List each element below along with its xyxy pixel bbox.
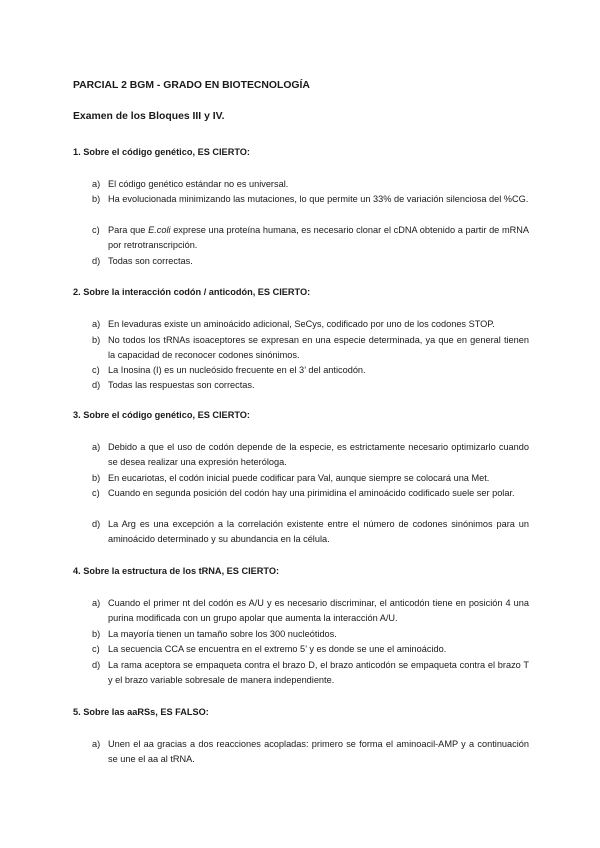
option-text: El código genético estándar no es universal. [108,179,289,189]
question-5-heading: 5. Sobre las aaRSs, ES FALSO: [73,707,209,717]
option-text: No todos los tRNAs isoaceptores se expresan en una especie determinada, ya que en general tienen la capacidad de reconocer codones sinónimos. [108,335,529,361]
option-letter: b) [92,335,101,345]
option-text: Ha evolucionada minimizando las mutaciones, lo que permite un 33% de variación silenciosa del %CG. [108,194,529,204]
question-5-option-a [92,737,529,768]
question-1-option-d [92,254,529,269]
option-letter: b) [92,473,101,483]
option-text-italic: E.coli [148,225,171,235]
exam-title: PARCIAL 2 BGM - GRADO EN BIOTECNOLOGÍA [73,80,310,91]
question-2-option-a [92,317,529,332]
option-text: La secuencia CCA se encuentra en el extremo 5’ y es donde se une el aminoácido. [108,644,447,654]
option-letter: c) [92,644,100,654]
question-2-option-b [92,333,529,364]
exam-subtitle: Examen de los Bloques III y IV. [73,111,225,122]
option-letter: a) [92,598,101,608]
question-3-option-a [92,440,529,471]
question-3-heading: 3. Sobre el código genético, ES CIERTO: [73,410,250,420]
option-letter: d) [92,660,101,670]
option-letter: a) [92,442,101,452]
option-text: Cuando en segunda posición del codón hay una pirimidina el aminoácido codificado suele ser polar. [108,488,515,498]
option-letter: d) [92,380,101,390]
option-text: Debido a que el uso de codón depende de la especie, es estrictamente necesario optimizarlo cuando se desea realizar una expresión heteróloga. [108,442,529,468]
option-text: En levaduras existe un aminoácido adicional, SeCys, codificado por uno de los codones STOP. [108,319,495,329]
option-text: La mayoría tienen un tamaño sobre los 300 nucleótidos. [108,629,337,639]
question-2-heading: 2. Sobre la interacción codón / anticodón, ES CIERTO: [73,287,311,297]
option-text: Unen el aa gracias a dos reacciones acopladas: primero se forma el aminoacil-AMP y a continuación se une el aa al tRNA. [108,739,529,765]
option-text: La Arg es una excepción a la correlación existente entre el número de codones sinónimos para un aminoácido determinado y su abundancia en la célula. [108,519,529,545]
option-letter: c) [92,365,100,375]
option-letter: d) [92,256,101,266]
option-letter: a) [92,739,101,749]
option-letter: d) [92,519,101,529]
option-text-post: exprese una proteína humana, es necesario clonar el cDNA obtenido a partir de mRNA por retrotranscripción. [108,225,530,251]
option-text: La Inosina (I) es un nucleósido frecuente en el 3’ del anticodón. [108,365,366,375]
question-1-heading: 1. Sobre el código genético, ES CIERTO: [73,147,250,157]
question-1-option-c [92,223,529,254]
option-letter: a) [92,319,101,329]
option-text: Todas las respuestas son correctas. [108,380,255,390]
question-2-option-c [92,363,529,378]
question-3-option-c [92,486,529,501]
option-text: Cuando el primer nt del codón es A/U y es necesario discriminar, el anticodón tiene en posición 4 una purina modificada con un grupo apolar que aumenta la interacción A/U. [108,598,529,624]
option-text-pre: Para que [108,225,149,235]
option-letter: c) [92,488,100,498]
question-4-option-c [92,642,529,657]
question-4-option-a [92,596,529,627]
option-text: En eucariotas, el codón inicial puede codificar para Val, aunque siempre se colocará una Met. [108,473,490,483]
option-letter: a) [92,179,101,189]
question-1-option-b [92,192,529,207]
question-4-heading: 4. Sobre la estructura de los tRNA, ES CIERTO: [73,566,280,576]
question-4-option-b [92,627,529,642]
option-text: La rama aceptora se empaqueta contra el brazo D, el brazo anticodón se empaqueta contra el brazo T y el brazo variable sobresale de manera independiente. [108,660,529,686]
question-1-option-a [92,177,529,192]
option-letter: c) [92,225,100,235]
question-4-option-d [92,658,529,689]
question-3-option-b [92,471,529,486]
question-3-option-d [92,517,529,548]
option-letter: b) [92,629,101,639]
option-text [108,223,529,254]
option-letter: b) [92,194,101,204]
option-text: Todas son correctas. [108,256,193,266]
question-2-option-d [92,378,529,393]
